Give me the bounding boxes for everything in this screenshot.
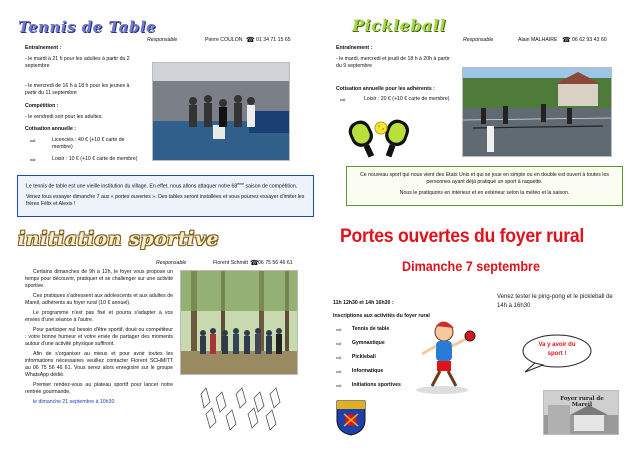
initiation-responsable-label: Responsable — [156, 260, 187, 266]
portes-invite: Venez tester le ping-pong et le pickleball de 14h à 16h30 — [497, 294, 613, 309]
pickleball-training-1: - le mardi, mercredi et jeudi de 18 h à 20h à partir du 9 septembre — [336, 56, 450, 69]
tennis-training-2: - le mercredi de 16 h à 18 h pour les jeunes à partir du 11 septembre — [25, 83, 130, 96]
list-item: ⇨ Informatique — [336, 368, 384, 376]
tennis-fee-1: Licenciés : 40 € (+10 € carte de membre) — [52, 137, 125, 150]
portes-title: Portes ouvertes du foyer rural — [340, 226, 585, 247]
pickleball-fee-heading: Cotisation annuelle pour les adhérents : — [336, 86, 435, 92]
phone-icon: ☎ — [246, 37, 255, 44]
arrow-right-icon: ⇨ — [336, 369, 342, 376]
bubble-text: Va y avoir du sport ! — [538, 342, 576, 357]
arrow-right-icon: ⇨ — [336, 383, 342, 390]
foyer-sign-text: Foyer rural de Mareil — [560, 396, 604, 408]
tennis-fee-heading: Cotisation annuelle : — [25, 126, 77, 132]
pickleball-responsable-label: Responsable — [463, 37, 494, 43]
list-item: ⇨ Initiations sportives — [336, 382, 401, 390]
pickleball-fee-1: Loisir : 20 € (+10 € carte de membre) — [364, 96, 450, 102]
pickleball-responsable-name: Alain MALHAIRE — [518, 37, 558, 43]
tennis-note — [17, 175, 314, 217]
foyer-sign-photo — [543, 390, 619, 435]
list-item: ⇨ Gymnastique — [336, 340, 385, 348]
list-item: ⇨ Tennis de table — [336, 326, 390, 334]
initiation-phone: 06 75 56 46 61 — [258, 260, 293, 266]
pickleball-title: Pickleball — [352, 16, 446, 35]
activity-list — [336, 326, 401, 396]
initiation-p3: Le programme n'est pas fixé et pourra s'adapter à vos envies d'une séance à l'autre. — [25, 310, 173, 323]
tennis-note-line2: Venez tous essayer dimanche 7 aux « portes ouvertes ». Des tables seront installées et vous pourrez essayer d'imiter les frères Félix et Alexis ! — [26, 193, 305, 207]
portes-subtitle: Dimanche 7 septembre — [402, 258, 540, 274]
tennis-training-heading: Entraînement : — [25, 45, 62, 51]
arrow-right-icon: ⇨ — [336, 341, 342, 348]
tennis-title: Tennis de Table — [18, 18, 157, 36]
arrow-right-icon: ⇨ — [30, 157, 36, 164]
initiation-photo — [180, 270, 298, 375]
speech-bubble — [521, 333, 593, 373]
pickleball-note — [346, 166, 623, 206]
initiation-p5: Afin de s'organiser au mieux et pour avoir toutes les informations nécessaires veuillez contacter Florent SCHMITT au 06 75 56 46 61. Vous serez alors enregistré sur le groupe WhatsApp dédié. — [25, 351, 173, 378]
initiation-title: initiation sportive — [18, 228, 219, 250]
initiation-p1: Certains dimanches de 9h à 12h, le foyer vous propose un temps pour découvrir, pratiquer et se challenger sur une activité sportive. — [25, 269, 173, 289]
initiation-p2: Ces pratiques s'adressent aux adolescents et aux adultes de Mareil, adhérents au foyer rural (10 € annuel). — [25, 293, 173, 306]
tennis-responsable-label: Responsable — [147, 37, 178, 43]
portes-hours: 11h 12h30 et 14h 16h30 : — [333, 300, 394, 306]
tennis-note-line1: Le tennis de table est une vieille institution du village. En effet, nous allons attaquer notre 68 — [26, 183, 238, 190]
pickleball-note-line1: Ce nouveau sport qui nous vient des Etats Unis et qui se joue en simple ou en double est ouvert à toutes les personnes ayant déjà pratiqué un sport à raquette. — [360, 172, 609, 185]
list-item: ⇨ Pickleball — [336, 354, 376, 362]
pickleball-paddles-icon — [345, 116, 417, 167]
arrow-right-icon: ⇨ — [340, 97, 346, 104]
arrow-right-icon: ⇨ — [336, 327, 342, 334]
pickleball-photo — [462, 67, 612, 157]
sneakers-icon — [196, 384, 286, 437]
phone-icon: ☎ — [250, 260, 259, 267]
cartoon-player-icon — [412, 318, 482, 401]
arrow-right-icon: ⇨ — [336, 355, 342, 362]
phone-icon: ☎ — [562, 37, 571, 44]
coat-of-arms-icon — [336, 400, 366, 441]
tennis-note-sup: ème — [237, 182, 245, 186]
tennis-training-1: - le mardi à 21 h pour les adultes à partir du 2 septembre — [25, 56, 130, 69]
tennis-competition-heading: Compétition : — [25, 103, 59, 109]
initiation-p6: Premier rendez-vous au plateau sportif pour lancer notre rentrée gourmande, — [25, 382, 173, 395]
initiation-p4: Pour participer nul besoin d'être sportif, doué ou compétiteur : votre bonne humeur et votre envie de partager des moments autour d'une activité physique suffiront. — [25, 327, 173, 347]
tennis-competition-1: - le vendredi soir pour les adultes. — [25, 114, 103, 120]
pickleball-phone: 06 62 93 43 60 — [572, 37, 607, 43]
tennis-responsable-name: Pierre COULON — [205, 37, 243, 43]
arrow-right-icon: ⇨ — [30, 138, 36, 145]
portes-list-heading: Inscriptions aux activités du foyer rural — [333, 313, 430, 319]
tennis-note-line1b: saison de compétition. — [244, 183, 298, 190]
tennis-phone: 01 34 71 15 65 — [256, 37, 291, 43]
tennis-photo — [152, 62, 290, 161]
pickleball-training-heading: Entraînement : — [336, 45, 373, 51]
pickleball-note-line2: Nous le pratiquons en intérieur et en extérieur selon la météo et la saison. — [399, 190, 570, 196]
initiation-date: le dimanche 21 septembre à 10h30 — [33, 399, 115, 405]
initiation-responsable-name: Florent Schmitt — [213, 260, 248, 266]
tennis-fee-2: Loisir : 10 € (+10 € carte de membre) — [52, 156, 138, 162]
